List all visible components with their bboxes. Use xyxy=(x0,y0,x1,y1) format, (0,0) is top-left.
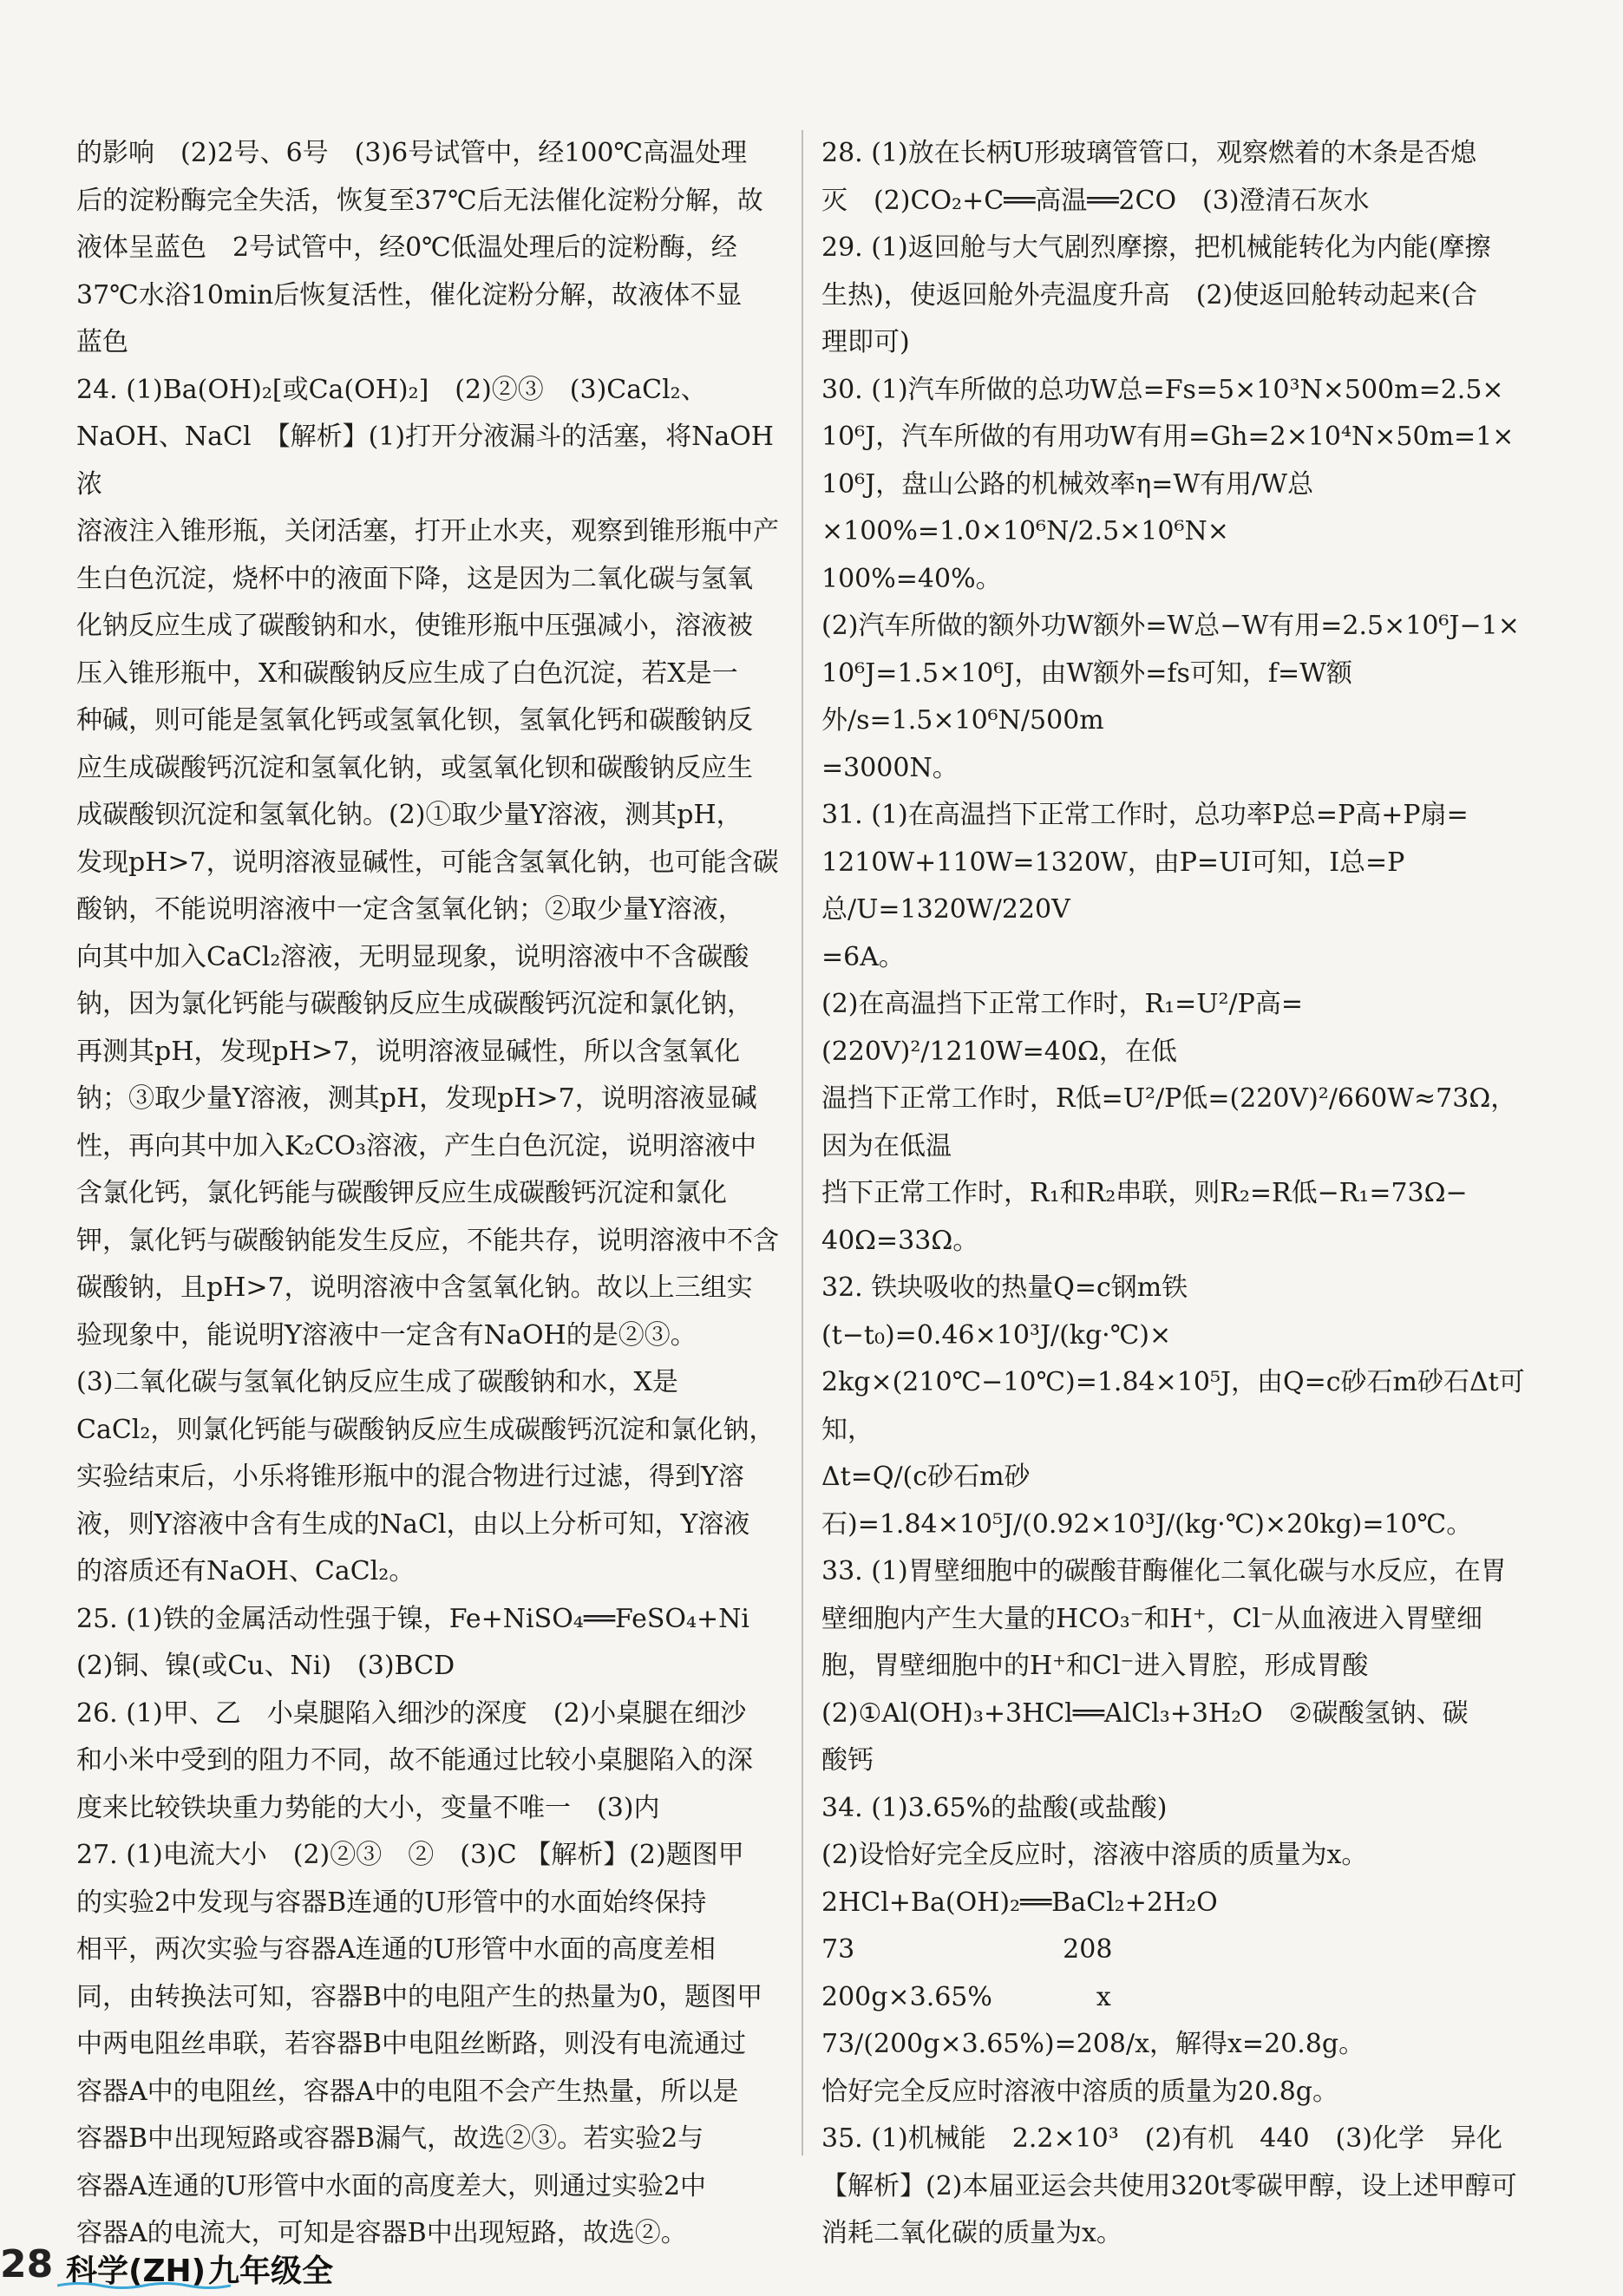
text-line: 28. (1)放在长柄U形玻璃管管口，观察燃着的木条是否熄 xyxy=(821,138,1477,168)
text-line: 中两电阻丝串联，若容器B中电阻丝断路，则没有电流通过 xyxy=(76,2029,747,2059)
text-line: 2kg×(210℃−10℃)=1.84×10⁵J，由Q=c砂石m砂石Δt可知， xyxy=(821,1367,1525,1445)
text-line: 10⁶J，汽车所做的有用功W有用=Gh=2×10⁴N×50m=1× xyxy=(821,422,1515,452)
text-line: Δt=Q/(c砂石m砂石)=1.84×10⁵J/(0.92×10³J/(kg·℃)×20kg)=10℃。 xyxy=(821,1462,1473,1540)
text-line: 27. (1)电流大小 (2)②③ ② (3)C 【解析】(2)题图甲 xyxy=(76,1840,744,1870)
text-line: 恰好完全反应时溶液中溶质的质量为20.8g。 xyxy=(821,2076,1339,2107)
text-line: 10⁶J=1.5×10⁶J，由W额外=fs可知，f=W额外/s=1.5×10⁶N/500m xyxy=(821,657,1352,736)
text-line: 的影响 (2)2号、6号 (3)6号试管中，经100℃高温处理 xyxy=(76,138,748,168)
text-line: 33. (1)胃壁细胞中的碳酸苷酶催化二氧化碳与水反应，在胃 xyxy=(821,1556,1507,1586)
text-line: 【解析】(2)本届亚运会共使用320t零碳甲醇，设上述甲醇可 xyxy=(821,2170,1517,2201)
text-line: 消耗二氧化碳的质量为x。 xyxy=(821,2218,1122,2248)
text-line: 成碳酸钡沉淀和氢氧化钠。(2)①取少量Y溶液，测其pH， xyxy=(76,800,743,830)
text-line: 胞，胃壁细胞中的H⁺和Cl⁻进入胃腔，形成胃酸 xyxy=(821,1651,1369,1681)
text-line: 100%=40%。 xyxy=(821,563,1002,594)
text-line: 再测其pH，发现pH>7，说明溶液显碱性，所以含氢氧化 xyxy=(76,1036,740,1067)
text-line: 1210W+110W=1320W，由P=UI可知，I总=P总/U=1320W/220V xyxy=(821,847,1405,925)
text-line: 的溶质还有NaOH、CaCl₂。 xyxy=(76,1556,416,1586)
text-line: 生热)，使返回舱外壳温度升高 (2)使返回舱转动起来(合 xyxy=(821,279,1477,311)
text-line: 温挡下正常工作时，R低=U²/P低=(220V)²/660W≈73Ω，因为在低温 xyxy=(821,1083,1517,1161)
text-line: (3)二氧化碳与氢氧化钠反应生成了碳酸钠和水，X是 xyxy=(76,1367,678,1397)
text-line: 2HCl+Ba(OH)₂══BaCl₂+2H₂O xyxy=(821,1887,1218,1918)
text-line: 酸钠，不能说明溶液中一定含氢氧化钠；②取少量Y溶液， xyxy=(76,894,744,925)
text-line: 35. (1)机械能 2.2×10³ (2)有机 440 (3)化学 异化 xyxy=(821,2123,1503,2154)
text-line: 溶液注入锥形瓶，关闭活塞，打开止水夹，观察到锥形瓶中产 xyxy=(76,516,779,546)
text-line: (2)①Al(OH)₃+3HCl══AlCl₃+3H₂O ②碳酸氢钠、碳 xyxy=(821,1697,1469,1729)
text-line: 灭 (2)CO₂+C══高温══2CO (3)澄清石灰水 xyxy=(821,185,1370,216)
text-line: 蓝色 xyxy=(76,327,128,357)
text-line: 24. (1)Ba(OH)₂[或Ca(OH)₂] (2)②③ (3)CaCl₂、 xyxy=(76,374,707,405)
text-line: 26. (1)甲、乙 小桌腿陷入细沙的深度 (2)小桌腿在细沙 xyxy=(76,1697,747,1729)
text-line: 73 208 xyxy=(821,1934,1113,1965)
text-line: 29. (1)返回舱与大气剧烈摩擦，把机械能转化为内能(摩擦 xyxy=(821,232,1491,263)
text-line: 液体呈蓝色 2号试管中，经0℃低温处理后的淀粉酶，经 xyxy=(76,232,737,263)
text-line: (2)在高温挡下正常工作时，R₁=U²/P高=(220V)²/1210W=40Ω，在低 xyxy=(821,989,1303,1067)
text-line: 的实验2中发现与容器B连通的U形管中的水面始终保持 xyxy=(76,1887,707,1918)
text-line: 种碱，则可能是氢氧化钙或氢氧化钡，氢氧化钙和碳酸钠反 xyxy=(76,705,753,736)
text-line: 钠，因为氯化钙能与碳酸钠反应生成碳酸钙沉淀和氯化钠， xyxy=(76,989,753,1019)
text-line: 73/(200g×3.65%)=208/x，解得x=20.8g。 xyxy=(821,2029,1365,2059)
text-line: 碳酸钠，且pH>7，说明溶液中含氢氧化钠。故以上三组实 xyxy=(76,1272,753,1303)
text-line: 37℃水浴10min后恢复活性，催化淀粉分解，故液体不显 xyxy=(76,279,743,311)
text-line: 钾，氯化钙与碳酸钠能发生反应，不能共存，说明溶液中不含 xyxy=(76,1225,779,1256)
text-line: 容器B中出现短路或容器B漏气，故选②③。若实验2与 xyxy=(76,2123,704,2154)
text-line: (2)铜、镍(或Cu、Ni) (3)BCD xyxy=(76,1651,455,1681)
text-line: (2)设恰好完全反应时，溶液中溶质的质量为x。 xyxy=(821,1840,1368,1870)
footer-wave-decoration xyxy=(57,2281,231,2290)
column-divider xyxy=(802,130,803,2155)
text-line: 相平，两次实验与容器A连通的U形管中水面的高度差相 xyxy=(76,1934,716,1965)
text-line: =3000N。 xyxy=(821,752,959,783)
text-line: 向其中加入CaCl₂溶液，无明显现象，说明溶液中不含碳酸 xyxy=(76,941,749,972)
text-line: NaOH、NaCl 【解析】(1)打开分液漏斗的活塞，将NaOH浓 xyxy=(76,422,774,500)
text-line: 钠；③取少量Y溶液，测其pH，发现pH>7，说明溶液显碱 xyxy=(76,1083,757,1114)
text-line: 发现pH>7，说明溶液显碱性，可能含氢氧化钠，也可能含碳 xyxy=(76,847,779,878)
text-line: 200g×3.65% x xyxy=(821,1981,1111,2012)
text-line: 30. (1)汽车所做的总功W总=Fs=5×10³N×500m=2.5× xyxy=(821,374,1504,405)
text-line: 挡下正常工作时，R₁和R₂串联，则R₂=R低−R₁=73Ω− xyxy=(821,1178,1468,1208)
text-line: 理即可) xyxy=(821,327,910,357)
text-line: (2)汽车所做的额外功W额外=W总−W有用=2.5×10⁶J−1× xyxy=(821,611,1520,641)
text-line: 实验结束后，小乐将锥形瓶中的混合物进行过滤，得到Y溶 xyxy=(76,1462,744,1492)
text-line: 液，则Y溶液中含有生成的NaCl，由以上分析可知，Y溶液 xyxy=(76,1508,750,1540)
book-subject: 科学(ZH) xyxy=(66,2253,206,2289)
text-line: 容器A的电流大，可知是容器B中出现短路，故选②。 xyxy=(76,2218,687,2248)
left-column xyxy=(76,130,788,2258)
text-line: 后的淀粉酶完全失活，恢复至37℃后无法催化淀粉分解，故 xyxy=(76,185,763,216)
text-line: 和小米中受到的阻力不同，故不能通过比较小桌腿陷入的深 xyxy=(76,1745,753,1776)
text-line: CaCl₂，则氯化钙能与碳酸钠反应生成碳酸钙沉淀和氯化钠， xyxy=(76,1414,776,1445)
text-line: 酸钙 xyxy=(821,1745,874,1776)
text-line: 31. (1)在高温挡下正常工作时，总功率P总=P高+P扇= xyxy=(821,800,1469,830)
text-line: 容器A连通的U形管中水面的高度差大，则通过实验2中 xyxy=(76,2170,707,2201)
text-line: 25. (1)铁的金属活动性强于镍，Fe+NiSO₄══FeSO₄+Ni xyxy=(76,1603,750,1634)
book-grade: 九年级全 xyxy=(208,2253,334,2289)
right-column xyxy=(821,130,1533,2258)
text-line: 生白色沉淀，烧杯中的液面下降，这是因为二氧化碳与氢氧 xyxy=(76,563,753,594)
text-line: 同，由转换法可知，容器B中的电阻产生的热量为0，题图甲 xyxy=(76,1981,763,2012)
text-line: =6A。 xyxy=(821,941,905,972)
text-line: 34. (1)3.65%的盐酸(或盐酸) xyxy=(821,1792,1168,1823)
text-line: 度来比较铁块重力势能的大小，变量不唯一 (3)内 xyxy=(76,1792,660,1823)
page-number: 28 xyxy=(0,2242,54,2286)
text-line: 壁细胞内产生大量的HCO₃⁻和H⁺，Cl⁻从血液进入胃壁细 xyxy=(821,1603,1482,1634)
text-line: 容器A中的电阻丝，容器A中的电阻不会产生热量，所以是 xyxy=(76,2076,739,2107)
text-line: 性，再向其中加入K₂CO₃溶液，产生白色沉淀，说明溶液中 xyxy=(76,1130,757,1161)
text-line: 含氯化钙，氯化钙能与碳酸钾反应生成碳酸钙沉淀和氯化 xyxy=(76,1178,727,1208)
text-line: 化钠反应生成了碳酸钠和水，使锥形瓶中压强减小，溶液被 xyxy=(76,611,753,641)
text-line: 10⁶J，盘山公路的机械效率η=W有用/W总×100%=1.0×10⁶N/2.5×10⁶N× xyxy=(821,468,1314,546)
text-line: 应生成碳酸钙沉淀和氢氧化钠，或氢氧化钡和碳酸钠反应生 xyxy=(76,752,753,783)
text-line: 压入锥形瓶中，X和碳酸钠反应生成了白色沉淀，若X是一 xyxy=(76,657,738,689)
text-line: 验现象中，能说明Y溶液中一定含有NaOH的是②③。 xyxy=(76,1319,697,1351)
text-line: 40Ω=33Ω。 xyxy=(821,1225,979,1256)
text-line: 32. 铁块吸收的热量Q=c钢m铁(t−t₀)=0.46×10³J/(kg·℃)× xyxy=(821,1272,1188,1351)
